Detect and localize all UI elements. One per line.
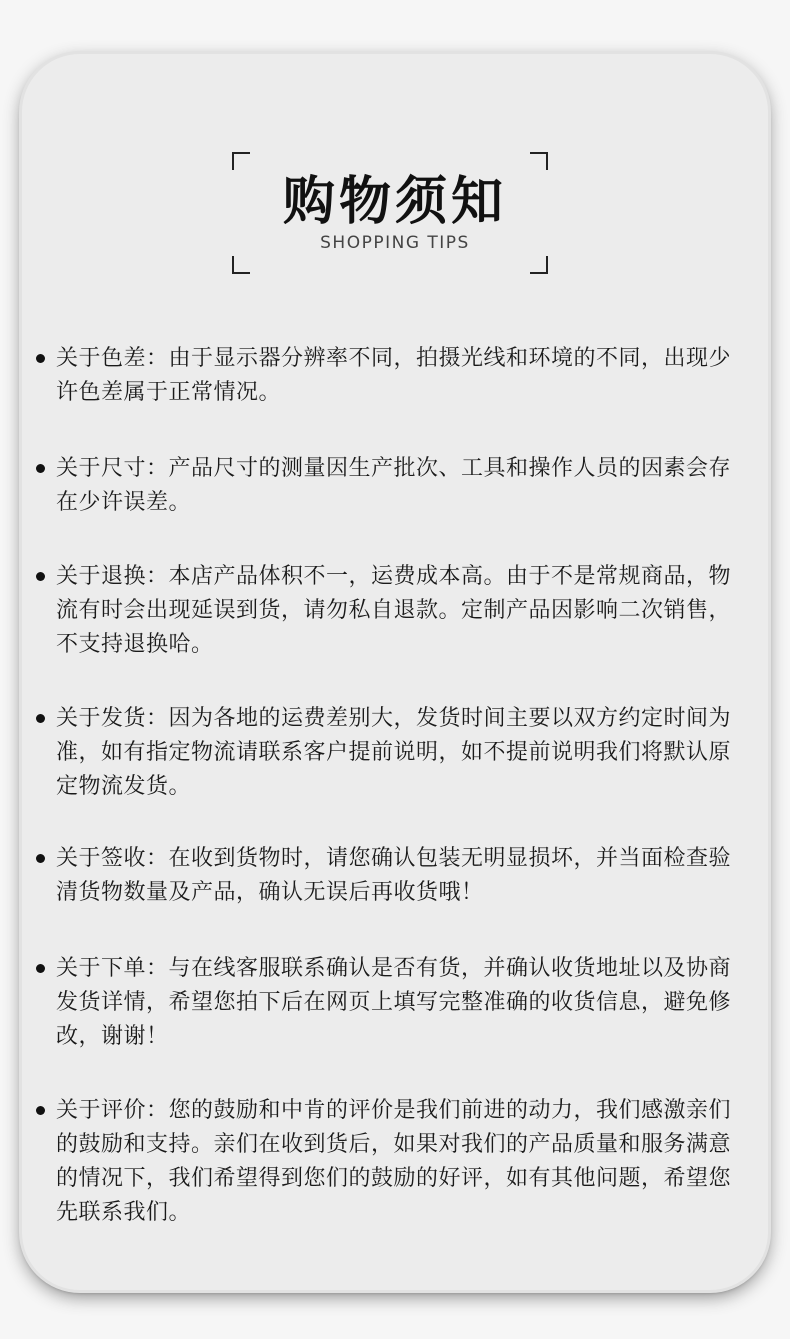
tip-text: 关于下单：与在线客服联系确认是否有货，并确认收货地址以及协商发货详情，希望您拍下后在网页上填写完整准确的收货信息，避免修改，谢谢！: [56, 956, 732, 1049]
bullet-icon: [36, 464, 45, 473]
bullet-icon: [36, 572, 45, 581]
tip-shipping: [36, 702, 752, 804]
tip-return-exchange: [36, 560, 752, 662]
bullet-icon: [36, 854, 45, 863]
tip-text: 关于发货：因为各地的运费差别大，发货时间主要以双方约定时间为准，如有指定物流请联系客户提前说明，如不提前说明我们将默认原定物流发货。: [56, 706, 732, 799]
page-subtitle: SHOPPING TIPS: [320, 233, 470, 253]
bullet-icon: [36, 354, 45, 363]
tip-text: 关于签收：在收到货物时，请您确认包装无明显损坏，并当面检查验清货物数量及产品，确认无误后再收货哦！: [56, 846, 732, 905]
corner-bracket-bottom-right: [530, 256, 548, 274]
bullet-icon: [36, 1106, 45, 1115]
corner-bracket-top-right: [530, 152, 548, 170]
tip-text: 关于尺寸：产品尺寸的测量因生产批次、工具和操作人员的因素会存在少许误差。: [56, 456, 732, 515]
tip-ordering: [36, 952, 752, 1054]
tip-color-difference: [36, 342, 752, 410]
tip-text: 关于评价：您的鼓励和中肯的评价是我们前进的动力，我们感激亲们的鼓励和支持。亲们在收到货后，如果对我们的产品质量和服务满意的情况下，我们希望得到您们的鼓励的好评，如有其他问题，希望您先联系我们。: [56, 1098, 732, 1225]
page-title: 购物须知: [282, 172, 507, 232]
corner-bracket-top-left: [232, 152, 250, 170]
bullet-icon: [36, 964, 45, 973]
tip-text: 关于色差：由于显示器分辨率不同，拍摄光线和环境的不同，出现少许色差属于正常情况。: [56, 346, 732, 405]
tip-text: 关于退换：本店产品体积不一，运费成本高。由于不是常规商品，物流有时会出现延误到货，请勿私自退款。定制产品因影响二次销售，不支持退换哈。: [56, 564, 732, 657]
tip-review: [36, 1094, 752, 1230]
bullet-icon: [36, 714, 45, 723]
tip-receipt: [36, 842, 752, 910]
tip-size: [36, 452, 752, 520]
corner-bracket-bottom-left: [232, 256, 250, 274]
